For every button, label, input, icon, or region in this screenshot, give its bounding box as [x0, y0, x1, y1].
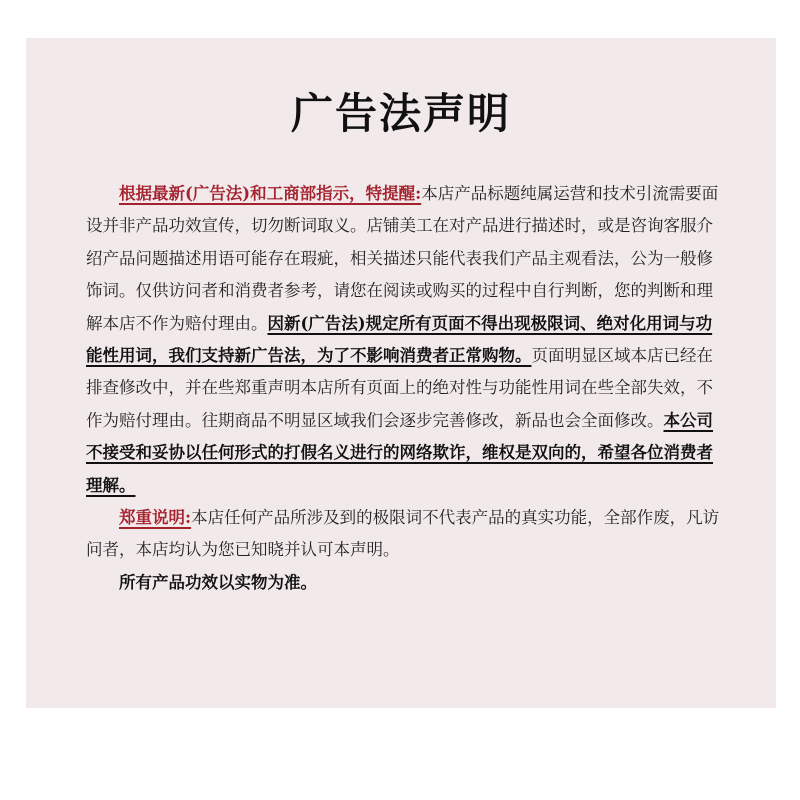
- reminder-heading: 根据最新(广告法)和工商部指示，特提醒:: [119, 184, 422, 203]
- disclaimer-text: 本店产品标题纯属运营和技术引流需要面设并非产品功效宣传，切勿断词取义。店铺美工在对产品进行描述时，或是咨询客服介绍产品问题描述用语可能存在瑕疵，相关描述只能代表我们产品主观看法，公为一般修饰词。仅供访问者和消费者参考，请您在阅读或购买的过程中自行判断，您的判断和理解本店不作为赔付理由。: [86, 184, 719, 333]
- notice-body: [86, 178, 726, 599]
- anti-fraud-emphasis: 本公司不接受和妥协以任何形式的打假名义进行的网络欺诈，维权是双向的，希望各位消费者理解。: [86, 410, 713, 495]
- notice-panel: [26, 38, 776, 708]
- solemn-statement-heading: 郑重说明:: [119, 508, 192, 528]
- page-title: 广告法声明: [290, 89, 511, 138]
- ad-law-emphasis: 因新(广告法)规定所有页面不得出现极限词、绝对化用词与功能性用词，我们支持新广告法，为了不影响消费者正常购物。: [86, 313, 713, 366]
- revision-text: 页面明显区域本店已经在排查修改中，并在些郑重声明本店所有页面上的绝对性与功能性用词在些全部失效，不作为赔付理由。往期商品不明显区域我们会逐步完善修改，新品也会全面修改。: [86, 346, 713, 430]
- notice-paragraph-1: [86, 178, 726, 502]
- notice-paragraph-2: [86, 502, 726, 567]
- final-statement: 所有产品功效以实物为准。: [119, 572, 317, 592]
- solemn-statement-text: 本店任何产品所涉及到的极限词不代表产品的真实功能，全部作废，凡访问者，本店均认为您已知晓并认可本声明。: [86, 508, 720, 560]
